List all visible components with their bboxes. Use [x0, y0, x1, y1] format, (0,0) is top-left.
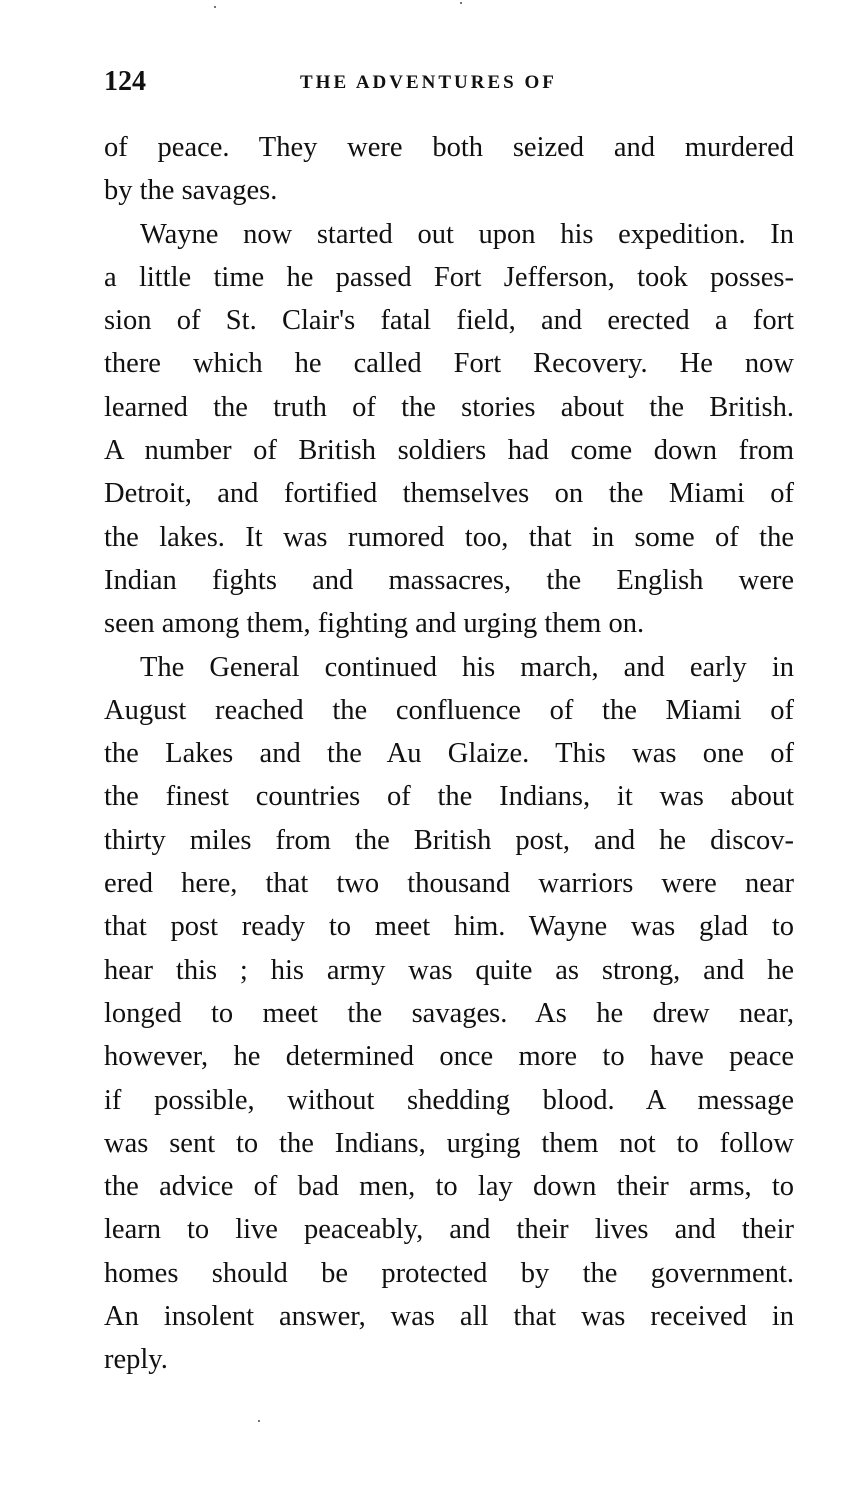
text-line: ered here, that two thousand warriors were near: [104, 868, 794, 900]
text-line: The General continued his march, and early in: [140, 651, 794, 683]
text-line: longed to meet the savages. As he drew near,: [104, 997, 794, 1029]
text-line: A number of British soldiers had come down from: [104, 435, 794, 467]
text-line: Wayne now started out upon his expedition. In: [140, 218, 794, 250]
text-line: there which he called Fort Recovery. He now: [104, 348, 794, 380]
text-line: was sent to the Indians, urging them not to follow: [104, 1127, 794, 1159]
text-line: by the savages.: [104, 175, 278, 207]
text-line: Detroit, and fortified themselves on the Miami of: [104, 478, 794, 510]
text-line: learned the truth of the stories about the British.: [104, 391, 794, 423]
text-line: hear this ; his army was quite as strong, and he: [104, 954, 794, 986]
page-number: 124: [104, 66, 146, 97]
text-line: of peace. They were both seized and murdered: [104, 132, 794, 163]
running-head: [104, 66, 794, 100]
text-line: Indian fights and massacres, the English were: [104, 564, 794, 596]
text-line: reply.: [104, 1344, 168, 1376]
text-line: if possible, without shedding blood. A message: [104, 1084, 794, 1116]
scan-speck: [214, 6, 216, 8]
text-line: August reached the confluence of the Miami of: [104, 694, 794, 726]
text-line: An insolent answer, was all that was received in: [104, 1301, 794, 1333]
text-line: that post ready to meet him. Wayne was glad to: [104, 911, 794, 943]
text-line: the Lakes and the Au Glaize. This was one of: [104, 738, 794, 770]
text-line: a little time he passed Fort Jefferson, took posses-: [104, 261, 794, 293]
text-line: however, he determined once more to have peace: [104, 1041, 794, 1073]
body-text: [104, 126, 794, 1382]
text-line: the advice of bad men, to lay down their arms, to: [104, 1171, 794, 1203]
text-line: the finest countries of the Indians, it was about: [104, 781, 794, 813]
scan-speck: [258, 1420, 260, 1422]
text-line: learn to live peaceably, and their lives and their: [104, 1214, 794, 1246]
text-line: homes should be protected by the government.: [104, 1257, 794, 1289]
running-title: THE ADVENTURES OF: [300, 72, 557, 93]
text-line: sion of St. Clair's fatal field, and erected a fort: [104, 305, 794, 337]
text-line: seen among them, fighting and urging them on.: [104, 608, 645, 640]
text-line: the lakes. It was rumored too, that in some of the: [104, 521, 794, 553]
scan-speck: [460, 2, 462, 4]
text-line: thirty miles from the British post, and he discov-: [104, 824, 794, 856]
